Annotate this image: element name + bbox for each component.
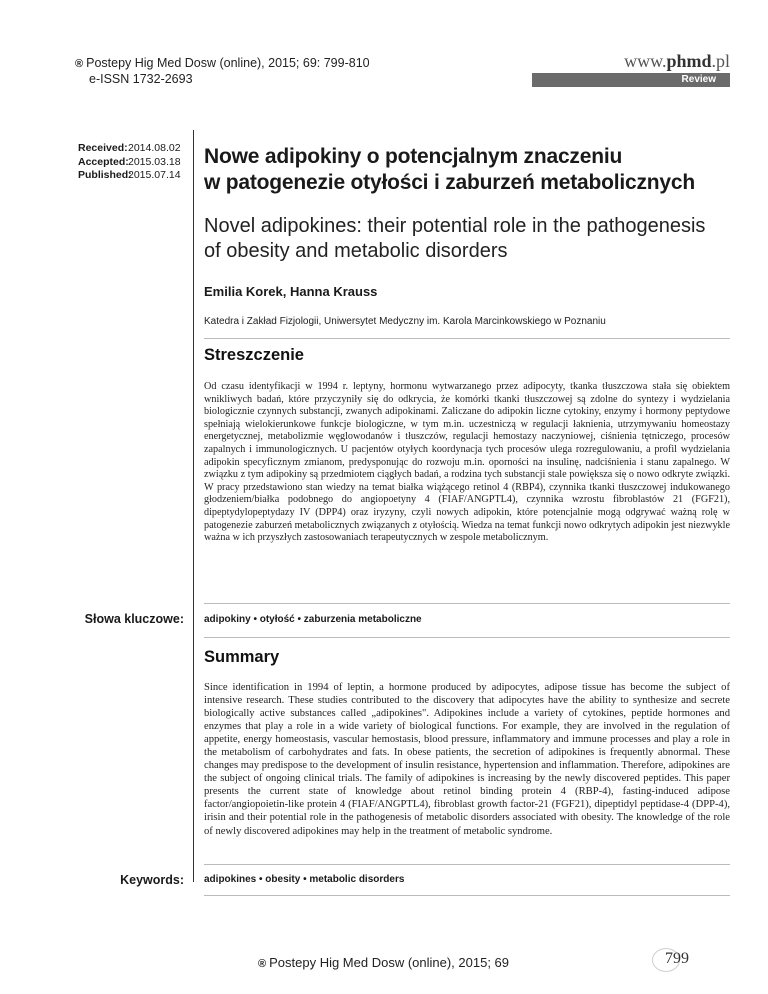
section-title-streszczenie: Streszczenie — [204, 346, 304, 364]
received-value: 2014.08.02 — [128, 142, 181, 154]
keywords-polish-label: Słowa kluczowe: — [84, 612, 184, 626]
title-english — [204, 214, 724, 264]
title-polish — [204, 144, 724, 196]
publication-dates — [78, 142, 181, 183]
divider-rule — [204, 864, 730, 865]
journal-reference-text: Postepy Hig Med Dosw (online), 2015; 69: 799-810 — [86, 56, 370, 70]
registered-mark-icon: ® — [258, 958, 267, 970]
site-suffix: .pl — [711, 51, 730, 71]
abstract-english: Since identification in 1994 of leptin, a hormone produced by adipocytes, adipose tissue has become the subject of intensive research. These studies contributed to the discovery that adipocytes have the ability to synthesize and secrete biologically active substances called „adipokines". Adipokines include a variety of cytokines, peptide hormones and enzymes that play a role in a wide variety of biological functions. For example, they are involved in the regulation of appetite, energy homeostasis, vascular hemostasis, blood pressure, inflammatory and immune processes and play a role in the metabolism of carbohydrates and fats. In obese patients, the secretion of adipokines is frequently abnormal. These changes may predispose to the development of insulin resistance, hypertension and inflammation. Therefore, adipokines are the subject of ongoing clinical trials. The family of adipokines is increasing by the newly discovered peptides. This paper presents the current state of knowledge about retinol binding protein 4 (RBP-4), fasting-induced adipose factor/angiopoietin-like protein 4 (FIAF/ANGPTL4), fibroblast growth factor-21 (FGF21), dipeptidyl peptidase-4 (DPP-4), irisin and their potential role in the pathogenesis of metabolic disorders associated with obesity. The knowledge of the role of newly discovered adipokines may help in the treatment of metabolic syndrome. — [204, 682, 730, 837]
keywords-english-label: Keywords: — [120, 873, 184, 887]
divider-rule — [204, 637, 730, 638]
issn: e-ISSN 1732-2693 — [89, 72, 193, 86]
title-english-line-2: of obesity and metabolic disorders — [204, 240, 508, 262]
title-polish-line-2: w patogenezie otyłości i zaburzeń metabolicznych — [204, 171, 696, 194]
footer-journal-reference — [258, 955, 509, 970]
accepted-value: 2015.03.18 — [128, 155, 181, 168]
received-label: Received: — [78, 142, 128, 154]
received-date — [78, 142, 181, 156]
divider-rule — [204, 338, 730, 339]
section-title-summary: Summary — [204, 648, 280, 666]
divider-rule — [204, 895, 730, 896]
affiliation: Katedra i Zakład Fizjologii, Uniwersytet Medyczny im. Karola Marcinkowskiego w Poznaniu — [204, 316, 606, 327]
accepted-date — [78, 156, 181, 170]
abstract-polish: Od czasu identyfikacji w 1994 r. leptyny, hormonu wytwarzanego przez adipocyty, tkanka tłuszczowa stała się obiektem wnikliwych badań, które przyczyniły się do odkrycia, że komórki tkanki tłuszczowej są zdolne do syntezy i wydzielania biologicznie czynnych substancji, zwanych adipokinami. Zaliczane do adipokin liczne cytokiny, enzymy i hormony peptydowe spełniają wielokierunkowe funkcje biologiczne, w tym m.in. uczestniczą w regulacji łaknienia, utrzymywaniu homeostazy energetycznej, metabolizmie węglowodanów i tłuszczów, regulacji hemostazy naczyniowej, ciśnienia tętniczego, procesów zapalnych i immunologicznych. U pacjentów otyłych koordynacja tych procesów ulega rozregulowaniu, a profil wydzielania adipokin specyficznym zmianom, predysponując do rozwoju m.in. oporności na insulinę, nadciśnienia i stanu zapalnego. W związku z tym adipokiny są przedmiotem ciągłych badań, a rodzina tych substancji stale powiększa się o nowo odkryte związki. W pracy przedstawiono stan wiedzy na temat białka wiążącego retinol 4 (RBP4), czynnika tkanki tłuszczowej indukowanego głodzeniem/białka podobnego do angiopoetyny 4 (FIAF/ANGPTL4), czynnika wzrostu fibroblastów 21 (FGF21), dipeptydylopeptydazy IV (DPP4) oraz iryzyny, czyli nowych adipokin, które potencjalnie mogą odgrywać ważną rolę w patogenezie zaburzeń metabolicznych związanych z otyłością. Wiedza na temat funkcji nowo odkrytych adipokin jest niezwykle ważna w ich przyszłych zastosowaniach terapeutycznych w zespole metabolicznym. — [204, 381, 730, 544]
title-english-line-1: Novel adipokines: their potential role in the pathogenesis — [204, 215, 706, 237]
footer-journal-text: Postepy Hig Med Dosw (online), 2015; 69 — [269, 955, 510, 970]
authors: Emilia Korek, Hanna Krauss — [204, 284, 378, 299]
published-label: Published: — [78, 169, 132, 181]
keywords-english: adipokines • obesity • metabolic disorders — [204, 874, 405, 885]
journal-reference — [75, 55, 370, 72]
published-date — [78, 169, 181, 183]
site-prefix: www. — [624, 51, 667, 71]
registered-mark-icon: ® — [75, 58, 84, 70]
journal-website[interactable] — [560, 51, 730, 72]
divider-rule — [204, 603, 730, 604]
article-type-badge: Review — [532, 73, 730, 87]
page-number: 799 — [665, 950, 689, 967]
site-name: phmd — [666, 51, 712, 71]
published-value: 2015.07.14 — [128, 169, 181, 181]
title-polish-line-1: Nowe adipokiny o potencjalnym znaczeniu — [204, 145, 623, 168]
column-divider — [193, 130, 194, 882]
keywords-polish: adipokiny • otyłość • zaburzenia metaboliczne — [204, 614, 422, 625]
accepted-label: Accepted: — [78, 155, 129, 168]
